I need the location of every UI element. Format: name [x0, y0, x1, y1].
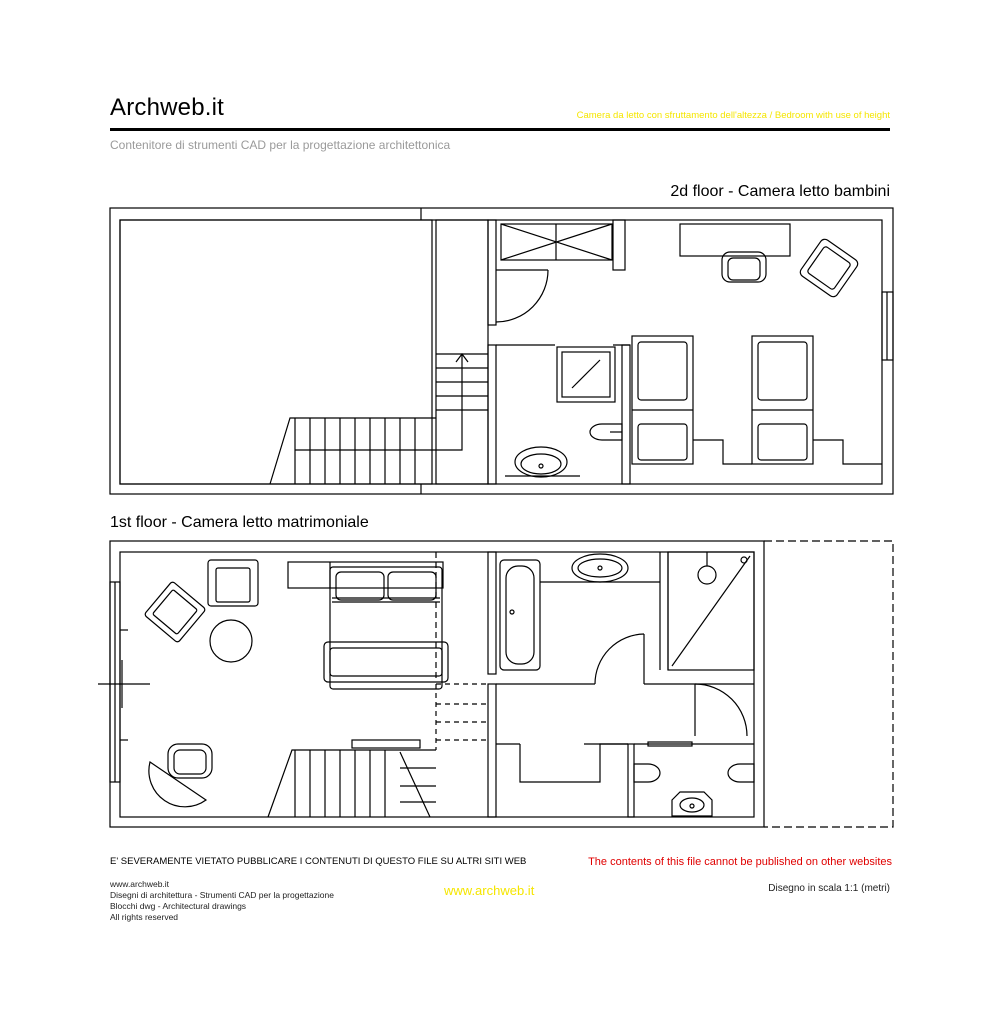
- tagline: Contenitore di strumenti CAD per la progettazione architettonica: [110, 138, 451, 152]
- floor1-round-table: [210, 620, 252, 662]
- floor1-washbasin: [572, 554, 628, 582]
- floor1-bathtub: [500, 560, 540, 670]
- floor2-shower: [557, 347, 615, 402]
- floor1-small-sink: [672, 792, 712, 816]
- floor1-hall-door: [695, 684, 747, 736]
- floor1-title: 1st floor - Camera letto matrimoniale: [110, 514, 369, 531]
- floor2-window: [882, 292, 893, 360]
- credit-line: All rights reserved: [110, 912, 179, 922]
- floor2-partition-wall: [488, 220, 496, 325]
- scale-note: Disegno in scala 1:1 (metri): [768, 883, 890, 894]
- floor1-double-bed: [324, 567, 448, 689]
- floor1-window: [98, 582, 150, 782]
- floor1-plan: [98, 541, 893, 827]
- warning-italian: E' SEVERAMENTE VIETATO PUBBLICARE I CONTENUTI DI QUESTO FILE SU ALTRI SITI WEB: [110, 856, 527, 867]
- floor1-bidet: [634, 764, 660, 782]
- warning-english: The contents of this file cannot be published on other websites: [588, 856, 892, 868]
- floor1-wardrobe: [288, 562, 443, 588]
- footer-url[interactable]: www.archweb.it: [444, 883, 535, 898]
- floor1-stair: [268, 684, 488, 817]
- brand-logo: Archweb.it: [110, 94, 225, 121]
- floor1-terrace-outline: [764, 541, 893, 827]
- floor2-bed-left: [632, 336, 693, 464]
- credit-line: Disegni di architettura - Strumenti CAD per la progettazione: [110, 890, 334, 900]
- floor1-armchair-top: [208, 560, 258, 606]
- floor1-desk-chair: [149, 744, 212, 807]
- floor2-stair: [270, 220, 488, 484]
- floor2-door: [496, 270, 548, 322]
- drawing-caption: Camera da letto con sfruttamento dell'altezza / Bedroom with use of height: [576, 110, 890, 121]
- floor1-bathroom-door: [595, 634, 644, 684]
- floor1-central-wall: [488, 552, 496, 674]
- floor1-shower: [668, 552, 754, 670]
- floor2-title: 2d floor - Camera letto bambini: [670, 183, 890, 200]
- credit-line: Blocchi dwg - Architectural drawings: [110, 901, 247, 911]
- floor2-desk: [680, 224, 790, 256]
- floor2-sink: [505, 447, 580, 477]
- floor2-plan: [110, 208, 893, 494]
- floor2-toilet: [590, 424, 622, 440]
- floor1-toilet: [728, 764, 754, 782]
- floor2-wardrobe: [501, 224, 612, 260]
- floor2-bed-right: [752, 336, 813, 464]
- credit-line: www.archweb.it: [110, 879, 170, 889]
- floor2-armchair: [798, 237, 859, 298]
- floor1-armchair-left: [144, 581, 206, 643]
